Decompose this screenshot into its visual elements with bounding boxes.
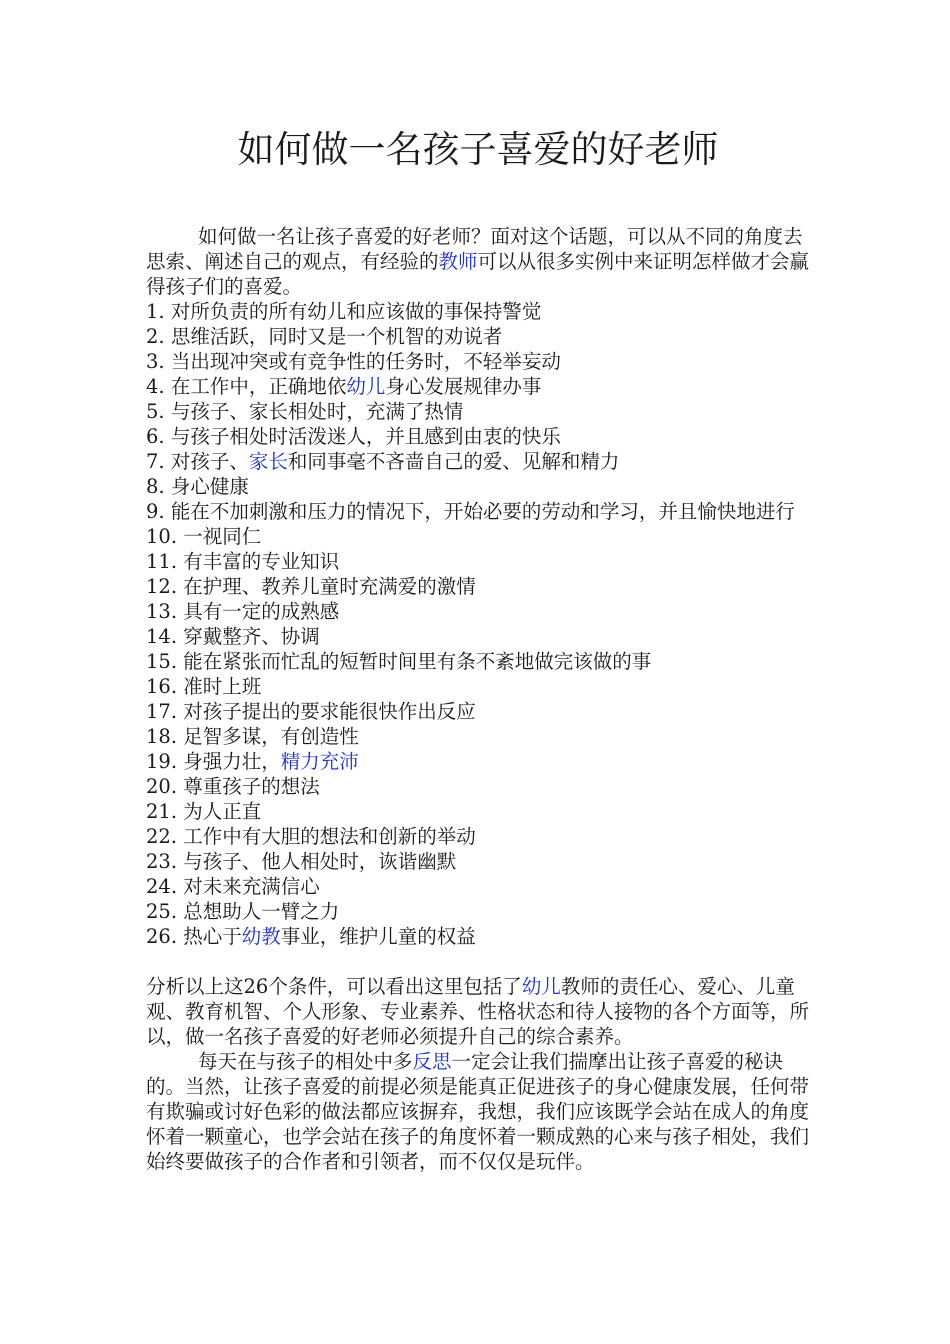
list-item: 18. 足智多谋，有创造性 [146, 725, 359, 748]
intro-paragraph: 如何做一名让孩子喜爱的好老师？面对这个话题，可以从不同的角度去思索、阐述自己的观点，有经验的教师可以从很多实例中来证明怎样做才会赢得孩子们的喜爱。 [146, 225, 810, 298]
link-energetic[interactable]: 精力充沛 [280, 750, 359, 773]
list-item: 22. 工作中有大胆的想法和创新的举动 [146, 825, 476, 848]
list-item: 3. 当出现冲突或有竞争性的任务时，不轻举妄动 [146, 350, 561, 373]
link-child-analysis[interactable]: 幼儿 [521, 975, 561, 998]
list-item: 10. 一视同仁 [146, 525, 262, 548]
list-item: 19. 身强力壮，精力充沛 [146, 750, 359, 773]
list-item: 13. 具有一定的成熟感 [146, 600, 340, 623]
link-preschool-education[interactable]: 幼教 [241, 925, 281, 948]
list-item: 14. 穿戴整齐、协调 [146, 625, 320, 648]
list-item: 15. 能在紧张而忙乱的短暂时间里有条不紊地做完该做的事 [146, 650, 652, 673]
closing-paragraph: 每天在与孩子的相处中多反思一定会让我们揣摩出让孩子喜爱的秘诀的。当然，让孩子喜爱的前提必须是能真正促进孩子的身心健康发展，任何带有欺骗或讨好色彩的做法都应该摒弃，我想，我们应该既学会站在成人的角度怀着一颗童心，也学会站在孩子的角度怀着一颗成熟的心来与孩子相处，我们始终要做孩子的合作者和引领者，而不仅仅是玩伴。 [146, 1050, 810, 1173]
list-item: 12. 在护理、教养儿童时充满爱的激情 [146, 575, 476, 598]
list-item: 6. 与孩子相处时活泼迷人，并且感到由衷的快乐 [146, 425, 561, 448]
list-item: 5. 与孩子、家长相处时，充满了热情 [146, 400, 464, 423]
list-item: 21. 为人正直 [146, 800, 262, 823]
document-body [146, 224, 810, 1174]
list-item: 16. 准时上班 [146, 675, 262, 698]
list-item: 4. 在工作中，正确地依幼儿身心发展规律办事 [146, 375, 542, 398]
link-child[interactable]: 幼儿 [346, 375, 386, 398]
link-reflection[interactable]: 反思 [412, 1050, 452, 1073]
list-item: 23. 与孩子、他人相处时，诙谐幽默 [146, 850, 457, 873]
list-item: 8. 身心健康 [146, 475, 249, 498]
list-item: 24. 对未来充满信心 [146, 875, 320, 898]
analysis-paragraph: 分析以上这26个条件，可以看出这里包括了幼儿教师的责任心、爱心、儿童观、教育机智、个人形象、专业素养、性格状态和待人接物的各个方面等，所以，做一名孩子喜爱的好老师必须提升自己的综合素养。 [146, 975, 810, 1048]
list-item: 9. 能在不加刺激和压力的情况下，开始必要的劳动和学习，并且愉快地进行 [146, 500, 795, 523]
qualities-list [146, 299, 810, 949]
link-parent[interactable]: 家长 [248, 450, 288, 473]
list-item: 20. 尊重孩子的想法 [146, 775, 320, 798]
list-item: 11. 有丰富的专业知识 [146, 550, 340, 573]
list-item: 2. 思维活跃，同时又是一个机智的劝说者 [146, 325, 503, 348]
link-teacher[interactable]: 教师 [438, 250, 478, 273]
list-item: 1. 对所负责的所有幼儿和应该做的事保持警觉 [146, 300, 542, 323]
list-item: 26. 热心于幼教事业，维护儿童的权益 [146, 925, 476, 948]
page-title: 如何做一名孩子喜爱的好老师 [237, 128, 719, 171]
paragraph-gap [146, 949, 810, 974]
list-item: 25. 总想助人一臂之力 [146, 900, 340, 923]
list-item: 17. 对孩子提出的要求能很快作出反应 [146, 700, 476, 723]
list-item: 7. 对孩子、家长和同事毫不吝啬自己的爱、见解和精力 [146, 450, 620, 473]
